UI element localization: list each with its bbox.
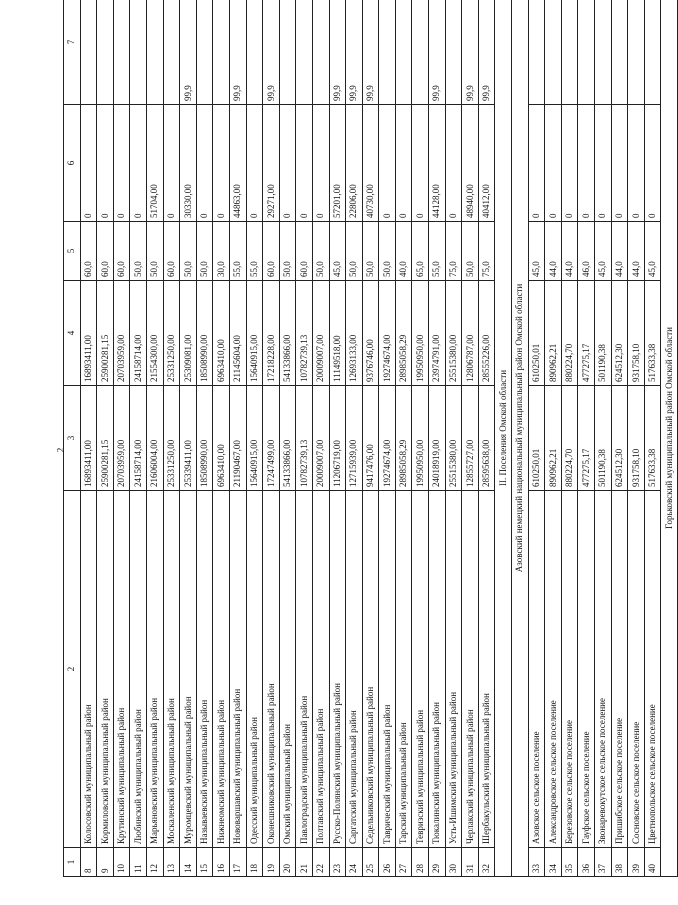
- table-cell-col5: 50,0: [362, 222, 379, 281]
- table-row: [628, 0, 645, 877]
- table-row: [561, 0, 578, 877]
- table-cell-col6: 0: [412, 105, 429, 222]
- table-cell-col5: 45,0: [528, 222, 545, 281]
- table-cell-col4: 880224,70: [561, 281, 578, 386]
- table-cell-col7: 99,9: [180, 0, 197, 105]
- table-cell-col5: 55,0: [246, 222, 263, 281]
- table-cell-col3: 10782739,13: [296, 386, 313, 491]
- table-cell-col4: 54133866,00: [279, 281, 296, 386]
- table-cell-col6: 0: [395, 105, 412, 222]
- section-title-row: [495, 0, 512, 877]
- table-cell-col3: 624512,30: [611, 386, 628, 491]
- table-cell-col4: 28555226,00: [478, 281, 495, 386]
- table-cell-col3: 21190467,00: [229, 386, 246, 491]
- table-cell-col6: 51704,00: [146, 105, 163, 222]
- table-cell-col7: [395, 0, 412, 105]
- table-cell-col2: Кормиловский муниципальный район: [97, 491, 114, 848]
- table-cell-col2: Цветнопольское сельское поселение: [644, 491, 661, 848]
- table-cell-col6: 0: [97, 105, 114, 222]
- table-row: [80, 0, 97, 877]
- table-cell-col6: 0: [296, 105, 313, 222]
- table-cell-col1: 14: [180, 848, 197, 877]
- table-cell-col3: 25339411,00: [180, 386, 197, 491]
- table-row: [445, 0, 462, 877]
- table-row: [545, 0, 562, 877]
- table-cell-col7: [279, 0, 296, 105]
- table-row: [462, 0, 479, 877]
- table-cell-col3: 12715939,00: [346, 386, 363, 491]
- page-number: 2: [55, 447, 66, 453]
- table-cell-col3: 20009007,00: [312, 386, 329, 491]
- table-cell-col4: 890962,21: [545, 281, 562, 386]
- table-cell-col4: 28985058,29: [395, 281, 412, 386]
- table-cell-col3: 24018919,00: [429, 386, 446, 491]
- table-cell-col4: 10782739,13: [296, 281, 313, 386]
- table-row: [412, 0, 429, 877]
- header-cell-1: 1: [64, 848, 81, 877]
- table-cell-col7: [196, 0, 213, 105]
- table-row: [578, 0, 595, 877]
- table-cell-col5: 50,0: [180, 222, 197, 281]
- table-cell-col7: 99,9: [329, 0, 346, 105]
- table-cell-col5: 44,0: [545, 222, 562, 281]
- table-cell-col6: 48940,00: [462, 105, 479, 222]
- table-cell-col3: 28985058,29: [395, 386, 412, 491]
- table-cell-col4: 19274674,00: [379, 281, 396, 386]
- table-cell-col4: 23974791,00: [429, 281, 446, 386]
- table-cell-col2: Омский муниципальный район: [279, 491, 296, 848]
- table-cell-col5: 44,0: [611, 222, 628, 281]
- table-cell-col5: 65,0: [412, 222, 429, 281]
- table-cell-col7: [628, 0, 645, 105]
- table-cell-col7: 99,9: [429, 0, 446, 105]
- table-row: [346, 0, 363, 877]
- table-cell-col1: 30: [445, 848, 462, 877]
- table-cell-col7: 99,9: [263, 0, 280, 105]
- table-cell-col4: 21554300,00: [146, 281, 163, 386]
- table-cell-col6: 30330,00: [180, 105, 197, 222]
- table-cell-col3: 6963410,00: [213, 386, 230, 491]
- table-cell-col2: Азовское сельское поселение: [528, 491, 545, 848]
- table-cell-col5: 50,0: [379, 222, 396, 281]
- table-cell-col3: 880224,70: [561, 386, 578, 491]
- district-title: Горьковский муниципальный район Омской области: [661, 0, 678, 877]
- table-cell-col4: 21145604,00: [229, 281, 246, 386]
- table-cell-col7: [113, 0, 130, 105]
- table-cell-col6: 0: [545, 105, 562, 222]
- header-cell-2: 2: [64, 491, 81, 848]
- table-cell-col3: 12855727,00: [462, 386, 479, 491]
- table-cell-col3: 890962,21: [545, 386, 562, 491]
- table-cell-col7: [379, 0, 396, 105]
- table-cell-col6: 0: [80, 105, 97, 222]
- table-cell-col4: 12806787,00: [462, 281, 479, 386]
- table-cell-col7: 99,9: [462, 0, 479, 105]
- header-cell-4: 4: [64, 281, 81, 386]
- table-cell-col2: Сосновское сельское поселение: [628, 491, 645, 848]
- table-cell-col1: 32: [478, 848, 495, 877]
- table-cell-col1: 20: [279, 848, 296, 877]
- table-cell-col2: Любинский муниципальный район: [130, 491, 147, 848]
- table-cell-col5: 50,0: [196, 222, 213, 281]
- district-title-row: [661, 0, 678, 877]
- table-cell-col5: 44,0: [561, 222, 578, 281]
- table-row: [163, 0, 180, 877]
- table-cell-col6: 44128,00: [429, 105, 446, 222]
- table-cell-col7: 99,9: [346, 0, 363, 105]
- budget-table: [63, 0, 678, 877]
- table-cell-col1: 18: [246, 848, 263, 877]
- table-cell-col5: 44,0: [628, 222, 645, 281]
- table-cell-col2: Таврический муниципальный район: [379, 491, 396, 848]
- table-cell-col5: 60,0: [97, 222, 114, 281]
- table-cell-col2: Москаленский муниципальный район: [163, 491, 180, 848]
- table-cell-col1: 19: [263, 848, 280, 877]
- table-cell-col6: 0: [246, 105, 263, 222]
- table-cell-col1: 21: [296, 848, 313, 877]
- table-cell-col7: [213, 0, 230, 105]
- table-cell-col6: 29271,00: [263, 105, 280, 222]
- table-cell-col6: 0: [196, 105, 213, 222]
- table-cell-col6: 0: [611, 105, 628, 222]
- table-cell-col3: 19950950,00: [412, 386, 429, 491]
- table-cell-col4: 501190,38: [595, 281, 612, 386]
- header-row: [64, 0, 81, 877]
- table-row: [113, 0, 130, 877]
- rotated-table-sheet: [63, 29, 674, 877]
- table-cell-col4: 24158714,00: [130, 281, 147, 386]
- table-cell-col7: [80, 0, 97, 105]
- table-cell-col5: 50,0: [346, 222, 363, 281]
- table-cell-col6: 0: [379, 105, 396, 222]
- table-row: [246, 0, 263, 877]
- table-cell-col1: 27: [395, 848, 412, 877]
- table-cell-col4: 16893411,00: [80, 281, 97, 386]
- table-cell-col4: 25309081,00: [180, 281, 197, 386]
- table-cell-col2: Александровское сельское поселение: [545, 491, 562, 848]
- table-cell-col5: 60,0: [296, 222, 313, 281]
- table-cell-col6: 0: [528, 105, 545, 222]
- table-cell-col5: 55,0: [229, 222, 246, 281]
- table-cell-col6: 40730,00: [362, 105, 379, 222]
- table-cell-col5: 45,0: [595, 222, 612, 281]
- table-cell-col4: 9376746,00: [362, 281, 379, 386]
- table-cell-col6: 22806,00: [346, 105, 363, 222]
- table-cell-col1: 10: [113, 848, 130, 877]
- table-cell-col7: [146, 0, 163, 105]
- table-row: [312, 0, 329, 877]
- table-cell-col5: 50,0: [146, 222, 163, 281]
- table-cell-col6: 0: [561, 105, 578, 222]
- table-cell-col3: 28595638,00: [478, 386, 495, 491]
- table-cell-col4: 19950950,00: [412, 281, 429, 386]
- table-cell-col4: 25900281,15: [97, 281, 114, 386]
- table-cell-col1: 36: [578, 848, 595, 877]
- table-cell-col7: [97, 0, 114, 105]
- table-row: [196, 0, 213, 877]
- table-cell-col4: 20703959,00: [113, 281, 130, 386]
- table-cell-col6: 0: [628, 105, 645, 222]
- table-cell-col2: Березовское сельское поселение: [561, 491, 578, 848]
- table-cell-col1: 26: [379, 848, 396, 877]
- header-cell-7: 7: [64, 0, 81, 105]
- table-cell-col7: [296, 0, 313, 105]
- table-cell-col1: 24: [346, 848, 363, 877]
- header-cell-3: 3: [64, 386, 81, 491]
- table-cell-col7: [644, 0, 661, 105]
- table-cell-col4: 6963410,00: [213, 281, 230, 386]
- table-cell-col2: Тюкалинский муниципальный район: [429, 491, 446, 848]
- table-cell-col7: [130, 0, 147, 105]
- table-cell-col4: 477275,17: [578, 281, 595, 386]
- table-cell-col6: 0: [445, 105, 462, 222]
- table-cell-col5: 30,0: [213, 222, 230, 281]
- table-row: [130, 0, 147, 877]
- table-row: [644, 0, 661, 877]
- table-row: [296, 0, 313, 877]
- table-cell-col2: Звонаревокутское сельское поселение: [595, 491, 612, 848]
- table-cell-col1: 35: [561, 848, 578, 877]
- table-cell-col2: Усть-Ишимский муниципальный район: [445, 491, 462, 848]
- table-cell-col5: 50,0: [279, 222, 296, 281]
- table-cell-col2: Нововаршавский муниципальный район: [229, 491, 246, 848]
- table-cell-col2: Седельниковский муниципальный район: [362, 491, 379, 848]
- table-row: [329, 0, 346, 877]
- table-row: [429, 0, 446, 877]
- section-title: II. Поселения Омской области: [495, 0, 512, 877]
- table-cell-col1: 17: [229, 848, 246, 877]
- subsection-title: Азовский немецкий национальный муниципальный район Омской области: [512, 0, 529, 877]
- table-cell-col1: 31: [462, 848, 479, 877]
- table-cell-col6: 0: [130, 105, 147, 222]
- table-cell-col2: Павлоградский муниципальный район: [296, 491, 313, 848]
- table-cell-col1: 22: [312, 848, 329, 877]
- table-cell-col6: 0: [644, 105, 661, 222]
- table-cell-col4: 25515380,00: [445, 281, 462, 386]
- table-cell-col1: 13: [163, 848, 180, 877]
- table-cell-col3: 25900281,15: [97, 386, 114, 491]
- table-cell-col4: 15640915,00: [246, 281, 263, 386]
- table-cell-col5: 46,0: [578, 222, 595, 281]
- table-row: [229, 0, 246, 877]
- table-cell-col6: 0: [113, 105, 130, 222]
- table-cell-col7: 99,9: [478, 0, 495, 105]
- table-cell-col5: 45,0: [644, 222, 661, 281]
- table-cell-col4: 25331250,00: [163, 281, 180, 386]
- table-cell-col7: [163, 0, 180, 105]
- table-row: [213, 0, 230, 877]
- table-cell-col4: 17218228,00: [263, 281, 280, 386]
- table-cell-col1: 38: [611, 848, 628, 877]
- table-cell-col3: 15640915,00: [246, 386, 263, 491]
- table-row: [263, 0, 280, 877]
- table-cell-col3: 54133866,00: [279, 386, 296, 491]
- table-cell-col3: 19274674,00: [379, 386, 396, 491]
- table-cell-col4: 931758,10: [628, 281, 645, 386]
- table-cell-col3: 17247499,00: [263, 386, 280, 491]
- table-cell-col7: [246, 0, 263, 105]
- table-cell-col7: [445, 0, 462, 105]
- table-cell-col1: 40: [644, 848, 661, 877]
- header-cell-6: 6: [64, 105, 81, 222]
- table-cell-col5: 75,0: [478, 222, 495, 281]
- table-cell-col5: 55,0: [429, 222, 446, 281]
- table-cell-col5: 50,0: [462, 222, 479, 281]
- table-cell-col2: Нижнеомский муниципальный район: [213, 491, 230, 848]
- table-cell-col5: 60,0: [163, 222, 180, 281]
- table-cell-col3: 11206719,00: [329, 386, 346, 491]
- table-cell-col1: 15: [196, 848, 213, 877]
- table-cell-col7: 99,9: [362, 0, 379, 105]
- table-row: [478, 0, 495, 877]
- table-cell-col3: 25515380,00: [445, 386, 462, 491]
- table-cell-col3: 21606004,00: [146, 386, 163, 491]
- table-cell-col6: 0: [279, 105, 296, 222]
- table-cell-col5: 50,0: [130, 222, 147, 281]
- table-cell-col2: Марьяновский муниципальный район: [146, 491, 163, 848]
- table-cell-col4: 624512,30: [611, 281, 628, 386]
- table-cell-col5: 60,0: [263, 222, 280, 281]
- table-cell-col1: 16: [213, 848, 230, 877]
- table-row: [97, 0, 114, 877]
- table-cell-col2: Оконешниковский муниципальный район: [263, 491, 280, 848]
- table-cell-col7: [312, 0, 329, 105]
- table-cell-col1: 25: [362, 848, 379, 877]
- table-cell-col6: 0: [312, 105, 329, 222]
- table-cell-col5: 60,0: [80, 222, 97, 281]
- table-cell-col2: Одесский муниципальный район: [246, 491, 263, 848]
- table-row: [146, 0, 163, 877]
- table-cell-col4: 610250,01: [528, 281, 545, 386]
- table-cell-col2: Крутинский муниципальный район: [113, 491, 130, 848]
- table-cell-col1: 8: [80, 848, 97, 877]
- table-cell-col6: 44863,00: [229, 105, 246, 222]
- table-row: [395, 0, 412, 877]
- table-row: [180, 0, 197, 877]
- table-cell-col5: 60,0: [113, 222, 130, 281]
- table-cell-col5: 40,0: [395, 222, 412, 281]
- table-cell-col1: 37: [595, 848, 612, 877]
- table-cell-col4: 517633,38: [644, 281, 661, 386]
- table-cell-col1: 11: [130, 848, 147, 877]
- table-cell-col6: 0: [163, 105, 180, 222]
- header-cell-5: 5: [64, 222, 81, 281]
- table-cell-col6: 40412,00: [478, 105, 495, 222]
- table-cell-col2: Муромцевский муниципальный район: [180, 491, 197, 848]
- table-cell-col1: 23: [329, 848, 346, 877]
- table-cell-col2: Саргатский муниципальный район: [346, 491, 363, 848]
- table-cell-col1: 39: [628, 848, 645, 877]
- table-cell-col3: 610250,01: [528, 386, 545, 491]
- table-cell-col3: 931758,10: [628, 386, 645, 491]
- table-cell-col2: Черлакский муниципальный район: [462, 491, 479, 848]
- table-cell-col2: Шербакульский муниципальный район: [478, 491, 495, 848]
- table-cell-col1: 9: [97, 848, 114, 877]
- table-cell-col7: [578, 0, 595, 105]
- table-row: [279, 0, 296, 877]
- table-cell-col7: [561, 0, 578, 105]
- table-cell-col4: 11149518,00: [329, 281, 346, 386]
- table-cell-col2: Гауфское сельское поселение: [578, 491, 595, 848]
- table-cell-col2: Колосовский муниципальный район: [80, 491, 97, 848]
- table-cell-col2: Называевский муниципальный район: [196, 491, 213, 848]
- table-cell-col3: 501190,38: [595, 386, 612, 491]
- table-row: [611, 0, 628, 877]
- table-cell-col7: 99,9: [229, 0, 246, 105]
- table-cell-col3: 9417476,00: [362, 386, 379, 491]
- table-cell-col2: Пришибское сельское поселение: [611, 491, 628, 848]
- subsection-title-row: [512, 0, 529, 877]
- table-cell-col2: Тарский муниципальный район: [395, 491, 412, 848]
- table-row: [379, 0, 396, 877]
- table-cell-col7: [611, 0, 628, 105]
- table-cell-col6: 0: [578, 105, 595, 222]
- table-cell-col1: 28: [412, 848, 429, 877]
- table-cell-col6: 0: [595, 105, 612, 222]
- table-cell-col2: Тевризский муниципальный район: [412, 491, 429, 848]
- table-cell-col6: 57201,00: [329, 105, 346, 222]
- table-cell-col2: Русско-Полянский муниципальный район: [329, 491, 346, 848]
- table-row: [595, 0, 612, 877]
- table-cell-col3: 517633,38: [644, 386, 661, 491]
- table-cell-col7: [412, 0, 429, 105]
- table-cell-col6: 0: [213, 105, 230, 222]
- table-cell-col2: Полтавский муниципальный район: [312, 491, 329, 848]
- table-row: [362, 0, 379, 877]
- table-cell-col7: [528, 0, 545, 105]
- table-cell-col3: 24158714,00: [130, 386, 147, 491]
- table-cell-col3: 16893411,00: [80, 386, 97, 491]
- table-cell-col4: 18508990,00: [196, 281, 213, 386]
- table-cell-col7: [545, 0, 562, 105]
- table-cell-col1: 33: [528, 848, 545, 877]
- table-cell-col4: 20009007,00: [312, 281, 329, 386]
- table-cell-col3: 25331250,00: [163, 386, 180, 491]
- table-cell-col3: 18508990,00: [196, 386, 213, 491]
- table-cell-col1: 29: [429, 848, 446, 877]
- table-cell-col5: 75,0: [445, 222, 462, 281]
- table-cell-col4: 12693133,00: [346, 281, 363, 386]
- table-cell-col3: 477275,17: [578, 386, 595, 491]
- table-cell-col3: 20703959,00: [113, 386, 130, 491]
- table-cell-col1: 12: [146, 848, 163, 877]
- table-cell-col7: [595, 0, 612, 105]
- table-cell-col1: 34: [545, 848, 562, 877]
- table-cell-col5: 50,0: [312, 222, 329, 281]
- table-cell-col5: 45,0: [329, 222, 346, 281]
- table-row: [528, 0, 545, 877]
